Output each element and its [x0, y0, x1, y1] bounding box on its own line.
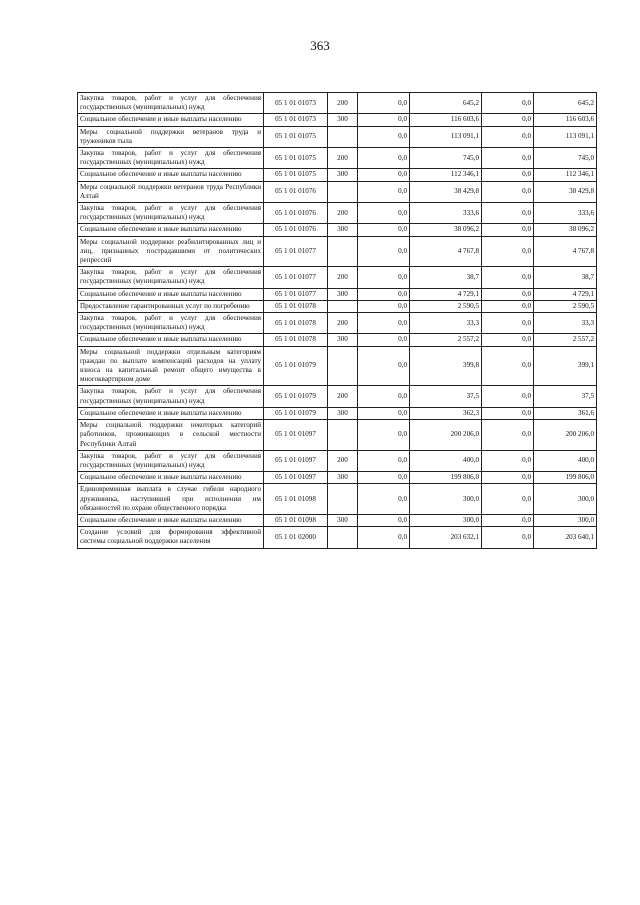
row-expense-type: 200: [328, 267, 358, 288]
row-target-code: 05 1 01 01077: [264, 288, 328, 300]
row-value-3: 0,0: [482, 181, 534, 202]
table-row: [78, 334, 597, 346]
table-row: [78, 386, 597, 407]
budget-table-body: [78, 93, 597, 549]
row-name: Социальное обеспечение и иные выплаты населению: [78, 407, 264, 419]
row-value-3: 0,0: [482, 169, 534, 181]
row-value-4: 199 806,0: [534, 472, 597, 484]
row-target-code: 05 1 01 02000: [264, 527, 328, 548]
row-value-2: 2 557,2: [410, 334, 482, 346]
table-row: [78, 181, 597, 202]
row-target-code: 05 1 01 01075: [264, 126, 328, 147]
table-row: [78, 114, 597, 126]
row-expense-type: 200: [328, 313, 358, 334]
row-name: Предоставление гарантированных услуг по погребению: [78, 300, 264, 312]
row-target-code: 05 1 01 01076: [264, 203, 328, 224]
row-expense-type: 300: [328, 288, 358, 300]
budget-table: [77, 92, 597, 549]
row-expense-type: [328, 420, 358, 451]
row-expense-type: 300: [328, 334, 358, 346]
row-value-2: 116 603,6: [410, 114, 482, 126]
row-name: Социальное обеспечение и иные выплаты населению: [78, 224, 264, 236]
row-value-4: 112 346,1: [534, 169, 597, 181]
row-name: Закупка товаров, работ и услуг для обеспечения государственных (муниципальных) нужд: [78, 386, 264, 407]
row-expense-type: 200: [328, 148, 358, 169]
row-value-3: 0,0: [482, 527, 534, 548]
table-row: [78, 169, 597, 181]
row-value-2: 38,7: [410, 267, 482, 288]
row-value-2: 399,8: [410, 346, 482, 386]
row-value-4: 38,7: [534, 267, 597, 288]
row-name: Создание условий для формирования эффективной системы социальной поддержки населения: [78, 527, 264, 548]
row-value-3: 0,0: [482, 126, 534, 147]
row-value-3: 0,0: [482, 224, 534, 236]
row-name: Закупка товаров, работ и услуг для обеспечения государственных (муниципальных) нужд: [78, 267, 264, 288]
row-target-code: 05 1 01 01078: [264, 334, 328, 346]
row-value-1: 0,0: [358, 420, 410, 451]
row-value-1: 0,0: [358, 267, 410, 288]
row-value-4: 300,0: [534, 514, 597, 526]
row-value-2: 38 429,8: [410, 181, 482, 202]
row-value-2: 4 767,8: [410, 236, 482, 267]
row-name: Социальное обеспечение и иные выплаты населению: [78, 334, 264, 346]
table-row: [78, 224, 597, 236]
row-value-3: 0,0: [482, 267, 534, 288]
row-value-3: 0,0: [482, 472, 534, 484]
table-row: [78, 236, 597, 267]
row-value-4: 116 603,6: [534, 114, 597, 126]
row-value-4: 33,3: [534, 313, 597, 334]
row-value-2: 645,2: [410, 93, 482, 114]
row-expense-type: 200: [328, 386, 358, 407]
row-value-3: 0,0: [482, 288, 534, 300]
row-value-3: 0,0: [482, 346, 534, 386]
row-value-3: 0,0: [482, 484, 534, 515]
row-value-3: 0,0: [482, 514, 534, 526]
row-expense-type: 200: [328, 203, 358, 224]
row-value-4: 333,6: [534, 203, 597, 224]
row-target-code: 05 1 01 01079: [264, 407, 328, 419]
table-row: [78, 450, 597, 471]
row-name: Меры социальной поддержки отдельным категориям граждан по выплате компенсаций расходов на уплату взноса на капитальный ремонт общего имущества в многоквартирном доме: [78, 346, 264, 386]
row-value-2: 112 346,1: [410, 169, 482, 181]
row-value-1: 0,0: [358, 114, 410, 126]
row-value-4: 37,5: [534, 386, 597, 407]
row-value-3: 0,0: [482, 114, 534, 126]
row-value-4: 203 640,1: [534, 527, 597, 548]
row-value-1: 0,0: [358, 148, 410, 169]
row-target-code: 05 1 01 01098: [264, 514, 328, 526]
row-name: Закупка товаров, работ и услуг для обеспечения государственных (муниципальных) нужд: [78, 203, 264, 224]
row-expense-type: [328, 527, 358, 548]
table-row: [78, 420, 597, 451]
row-value-3: 0,0: [482, 313, 534, 334]
row-value-4: 399,1: [534, 346, 597, 386]
row-value-1: 0,0: [358, 407, 410, 419]
row-value-2: 400,0: [410, 450, 482, 471]
row-value-1: 0,0: [358, 334, 410, 346]
table-row: [78, 484, 597, 515]
table-row: [78, 203, 597, 224]
row-value-1: 0,0: [358, 126, 410, 147]
row-value-2: 333,6: [410, 203, 482, 224]
row-value-2: 300,0: [410, 484, 482, 515]
row-expense-type: 300: [328, 114, 358, 126]
row-value-1: 0,0: [358, 527, 410, 548]
row-value-4: 4 767,8: [534, 236, 597, 267]
table-row: [78, 126, 597, 147]
row-value-2: 199 806,0: [410, 472, 482, 484]
row-name: Социальное обеспечение и иные выплаты населению: [78, 114, 264, 126]
row-expense-type: 300: [328, 224, 358, 236]
row-value-2: 362,3: [410, 407, 482, 419]
table-row: [78, 346, 597, 386]
row-target-code: 05 1 01 01073: [264, 93, 328, 114]
row-value-3: 0,0: [482, 334, 534, 346]
row-expense-type: 300: [328, 472, 358, 484]
row-expense-type: 200: [328, 450, 358, 471]
row-value-1: 0,0: [358, 288, 410, 300]
row-value-1: 0,0: [358, 236, 410, 267]
row-value-2: 745,0: [410, 148, 482, 169]
row-target-code: 05 1 01 01076: [264, 224, 328, 236]
row-name: Социальное обеспечение и иные выплаты населению: [78, 288, 264, 300]
row-target-code: 05 1 01 01076: [264, 181, 328, 202]
row-value-1: 0,0: [358, 203, 410, 224]
row-value-2: 4 729,1: [410, 288, 482, 300]
row-value-4: 38 429,8: [534, 181, 597, 202]
row-expense-type: 300: [328, 169, 358, 181]
row-name: Меры социальной поддержки некоторых категорий работников, проживающих в сельской местности Республики Алтай: [78, 420, 264, 451]
row-target-code: 05 1 01 01075: [264, 169, 328, 181]
row-expense-type: 300: [328, 514, 358, 526]
row-value-3: 0,0: [482, 203, 534, 224]
row-expense-type: 300: [328, 407, 358, 419]
row-name: Меры социальной поддержки реабилитированных лиц и лиц, признанных пострадавшими от политических репрессий: [78, 236, 264, 267]
row-name: Закупка товаров, работ и услуг для обеспечения государственных (муниципальных) нужд: [78, 313, 264, 334]
row-value-4: 745,0: [534, 148, 597, 169]
row-value-1: 0,0: [358, 514, 410, 526]
table-row: [78, 313, 597, 334]
row-value-1: 0,0: [358, 313, 410, 334]
row-target-code: 05 1 01 01073: [264, 114, 328, 126]
row-target-code: 05 1 01 01097: [264, 420, 328, 451]
row-expense-type: [328, 484, 358, 515]
row-target-code: 05 1 01 01098: [264, 484, 328, 515]
row-value-1: 0,0: [358, 346, 410, 386]
row-expense-type: [328, 300, 358, 312]
row-value-3: 0,0: [482, 236, 534, 267]
row-value-1: 0,0: [358, 93, 410, 114]
row-value-3: 0,0: [482, 148, 534, 169]
row-value-2: 113 091,1: [410, 126, 482, 147]
row-expense-type: [328, 181, 358, 202]
row-value-3: 0,0: [482, 300, 534, 312]
table-row: [78, 472, 597, 484]
row-value-3: 0,0: [482, 420, 534, 451]
row-name: Закупка товаров, работ и услуг для обеспечения государственных (муниципальных) нужд: [78, 450, 264, 471]
row-value-1: 0,0: [358, 386, 410, 407]
row-value-3: 0,0: [482, 407, 534, 419]
row-value-2: 200 206,0: [410, 420, 482, 451]
row-target-code: 05 1 01 01077: [264, 236, 328, 267]
row-value-1: 0,0: [358, 181, 410, 202]
row-value-2: 203 632,1: [410, 527, 482, 548]
row-value-1: 0,0: [358, 169, 410, 181]
table-row: [78, 267, 597, 288]
row-expense-type: 200: [328, 93, 358, 114]
row-name: Закупка товаров, работ и услуг для обеспечения государственных (муниципальных) нужд: [78, 148, 264, 169]
row-name: Меры социальной поддержки ветеранов труда и тружеников тыла: [78, 126, 264, 147]
table-row: [78, 300, 597, 312]
row-value-4: 645,2: [534, 93, 597, 114]
table-row: [78, 514, 597, 526]
row-name: Социальное обеспечение и иные выплаты населению: [78, 472, 264, 484]
row-target-code: 05 1 01 01097: [264, 450, 328, 471]
table-row: [78, 288, 597, 300]
row-name: Социальное обеспечение и иные выплаты населению: [78, 169, 264, 181]
row-value-1: 0,0: [358, 472, 410, 484]
row-value-3: 0,0: [482, 386, 534, 407]
table-row: [78, 407, 597, 419]
row-value-4: 400,0: [534, 450, 597, 471]
row-value-2: 37,5: [410, 386, 482, 407]
row-value-2: 38 096,2: [410, 224, 482, 236]
row-name: Единовременная выплата в случае гибели народного дружинника, наступившей при исполнении им обязанностей по охране общественного порядка: [78, 484, 264, 515]
row-name: Социальное обеспечение и иные выплаты населению: [78, 514, 264, 526]
row-target-code: 05 1 01 01078: [264, 313, 328, 334]
row-target-code: 05 1 01 01079: [264, 346, 328, 386]
row-target-code: 05 1 01 01097: [264, 472, 328, 484]
row-value-1: 0,0: [358, 300, 410, 312]
row-value-2: 300,0: [410, 514, 482, 526]
row-value-3: 0,0: [482, 93, 534, 114]
table-row: [78, 93, 597, 114]
row-value-4: 38 096,2: [534, 224, 597, 236]
row-expense-type: [328, 346, 358, 386]
row-value-4: 2 590,5: [534, 300, 597, 312]
row-value-2: 2 590,5: [410, 300, 482, 312]
row-value-4: 361,6: [534, 407, 597, 419]
row-value-3: 0,0: [482, 450, 534, 471]
row-value-4: 4 729,1: [534, 288, 597, 300]
row-name: Закупка товаров, работ и услуг для обеспечения государственных (муниципальных) нужд: [78, 93, 264, 114]
row-expense-type: [328, 236, 358, 267]
row-value-2: 33,3: [410, 313, 482, 334]
row-name: Меры социальной поддержки ветеранов труда Республики Алтай: [78, 181, 264, 202]
row-expense-type: [328, 126, 358, 147]
row-value-4: 300,0: [534, 484, 597, 515]
row-value-1: 0,0: [358, 484, 410, 515]
row-target-code: 05 1 01 01077: [264, 267, 328, 288]
table-row: [78, 527, 597, 548]
row-target-code: 05 1 01 01078: [264, 300, 328, 312]
page-number: 363: [310, 38, 330, 53]
row-value-1: 0,0: [358, 450, 410, 471]
row-value-4: 2 557,2: [534, 334, 597, 346]
row-value-1: 0,0: [358, 224, 410, 236]
row-target-code: 05 1 01 01079: [264, 386, 328, 407]
row-value-4: 113 091,1: [534, 126, 597, 147]
row-value-4: 200 206,0: [534, 420, 597, 451]
row-target-code: 05 1 01 01075: [264, 148, 328, 169]
table-row: [78, 148, 597, 169]
